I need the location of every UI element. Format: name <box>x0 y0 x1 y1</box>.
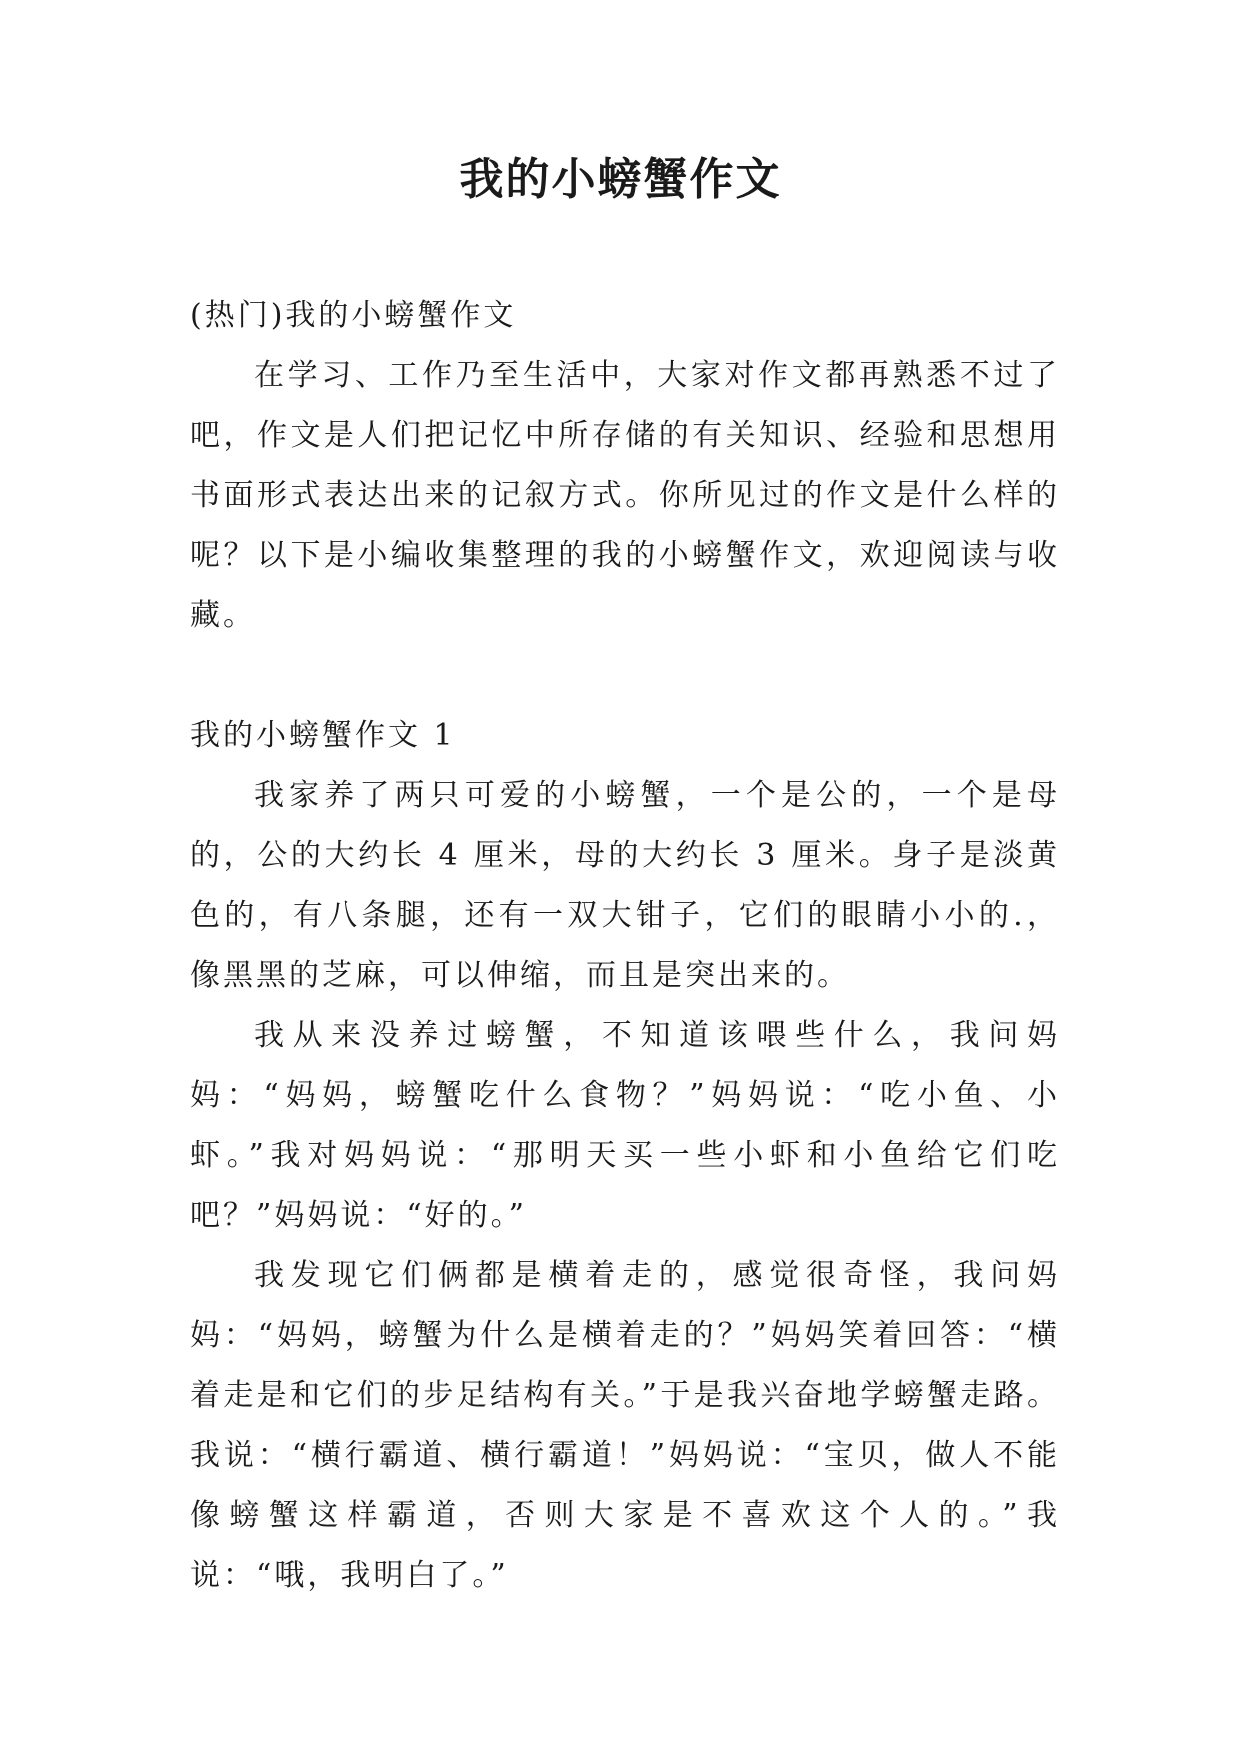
document-body <box>190 286 1060 1606</box>
intro-paragraph: 在学习、工作乃至生活中，大家对作文都再熟悉不过了吧，作文是人们把记忆中所存储的有关知识、经验和思想用书面形式表达出来的记叙方式。你所见过的作文是什么样的呢？以下是小编收集整理的我的小螃蟹作文，欢迎阅读与收藏。 <box>190 358 1060 633</box>
body-paragraph: 我家养了两只可爱的小螃蟹，一个是公的，一个是母的，公的大约长 4 厘米，母的大约长 3 厘米。身子是淡黄色的，有八条腿，还有一双大钳子，它们的眼睛小小的.，像黑黑的芝麻，可以伸缩，而且是突出来的。 <box>190 778 1060 993</box>
document-subtitle: (热门)我的小螃蟹作文 <box>190 298 517 333</box>
document-title: 我的小螃蟹作文 <box>459 154 782 205</box>
body-paragraph: 我从来没养过螃蟹，不知道该喂些什么，我问妈妈：“妈妈，螃蟹吃什么食物？”妈妈说：“吃小鱼、小虾。”我对妈妈说：“那明天买一些小虾和小鱼给它们吃吧？”妈妈说：“好的。” <box>190 1018 1060 1233</box>
section-heading: 我的小螃蟹作文 1 <box>190 718 456 753</box>
body-paragraph: 我发现它们俩都是横着走的，感觉很奇怪，我问妈妈：“妈妈，螃蟹为什么是横着走的？”妈妈笑着回答：“横着走是和它们的步足结构有关。”于是我兴奋地学螃蟹走路。我说：“横行霸道、横行霸道！”妈妈说：“宝贝，做人不能像螃蟹这样霸道，否则大家是不喜欢这个人的。”我说：“哦，我明白了。” <box>190 1258 1060 1593</box>
